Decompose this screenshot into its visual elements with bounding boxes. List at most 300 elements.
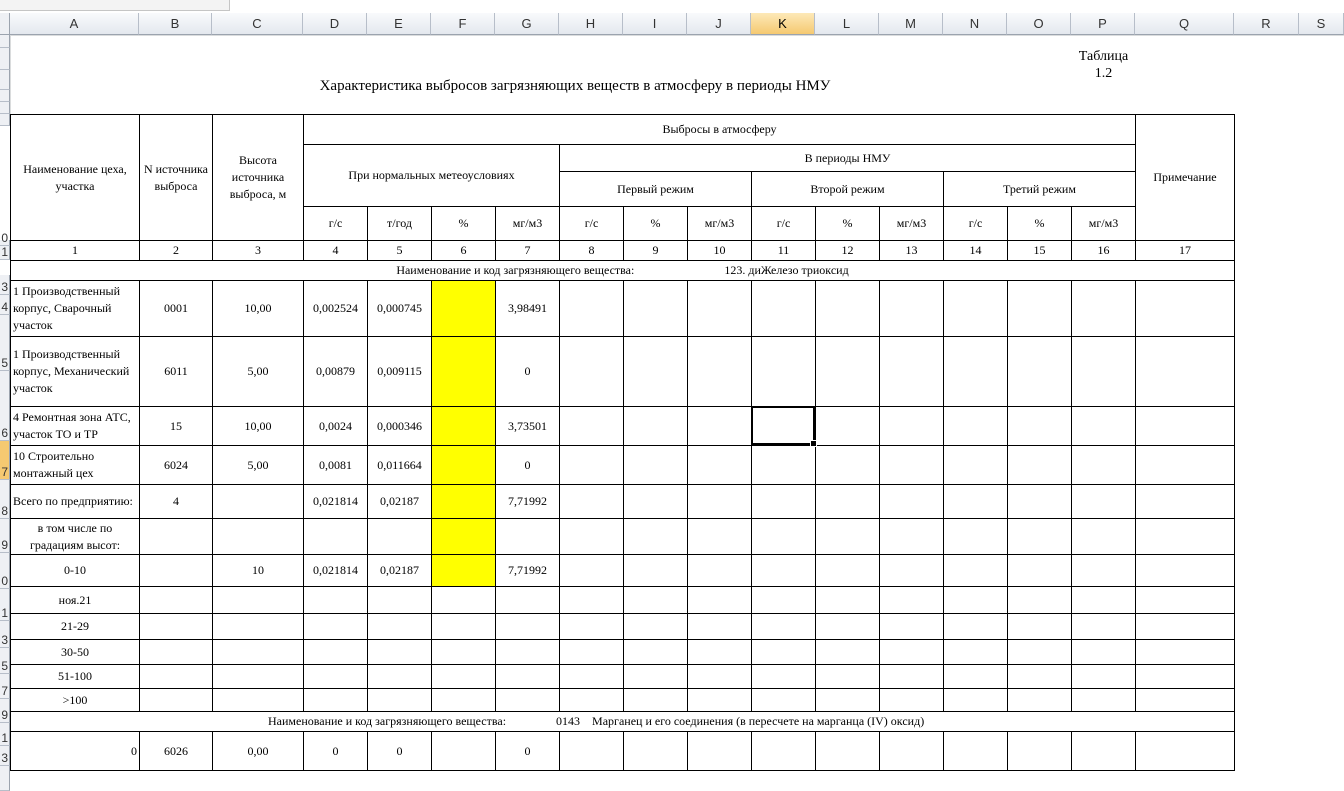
empty-cell[interactable] xyxy=(687,688,752,712)
row-name[interactable]: 1 Производственный корпус, Сварочный участок xyxy=(10,280,140,337)
empty-cell[interactable] xyxy=(1135,664,1235,689)
source-height[interactable]: 5,00 xyxy=(212,445,304,485)
value-gs[interactable]: 0,0024 xyxy=(303,406,368,446)
column-header-e[interactable]: E xyxy=(367,13,431,35)
empty-cell[interactable] xyxy=(623,336,688,407)
empty-cell[interactable] xyxy=(879,731,944,771)
value-mgm3[interactable] xyxy=(495,664,560,689)
row-header[interactable] xyxy=(0,275,10,295)
substance-row[interactable] xyxy=(10,711,1235,732)
row-header[interactable] xyxy=(0,90,10,102)
empty-cell[interactable] xyxy=(1071,280,1136,337)
empty-cell[interactable] xyxy=(687,280,752,337)
header-mode2[interactable]: Второй режим xyxy=(751,171,944,207)
empty-cell[interactable] xyxy=(1007,731,1072,771)
empty-cell[interactable] xyxy=(1007,406,1072,446)
empty-cell[interactable] xyxy=(623,406,688,446)
empty-cell[interactable] xyxy=(815,613,880,640)
row-header[interactable] xyxy=(0,48,10,70)
empty-cell[interactable] xyxy=(1071,586,1136,614)
empty-cell[interactable] xyxy=(1007,484,1072,519)
empty-cell[interactable] xyxy=(815,484,880,519)
empty-cell[interactable] xyxy=(687,484,752,519)
source-number[interactable]: 6011 xyxy=(139,336,213,407)
source-number[interactable]: 6024 xyxy=(139,445,213,485)
empty-cell[interactable] xyxy=(1007,518,1072,555)
column-number[interactable]: 14 xyxy=(943,240,1008,261)
column-header-q[interactable]: Q xyxy=(1135,13,1234,35)
empty-cell[interactable] xyxy=(687,554,752,587)
empty-cell[interactable] xyxy=(687,731,752,771)
header-unit[interactable]: г/с xyxy=(559,206,624,241)
empty-cell[interactable] xyxy=(1007,280,1072,337)
empty-cell[interactable] xyxy=(1071,639,1136,665)
header-normal[interactable]: При нормальных метеоусловиях xyxy=(303,144,560,207)
value-ty[interactable]: 0,02187 xyxy=(367,484,432,519)
row-name[interactable]: 21-29 xyxy=(10,613,140,640)
empty-cell[interactable] xyxy=(751,554,816,587)
column-header-d[interactable]: D xyxy=(303,13,367,35)
empty-cell[interactable] xyxy=(879,639,944,665)
empty-cell[interactable] xyxy=(751,586,816,614)
header-unit[interactable]: мг/м3 xyxy=(687,206,752,241)
column-number[interactable]: 11 xyxy=(751,240,816,261)
empty-cell[interactable] xyxy=(559,406,624,446)
header-unit[interactable]: мг/м3 xyxy=(879,206,944,241)
value-pct[interactable] xyxy=(431,484,496,519)
source-height[interactable] xyxy=(212,664,304,689)
source-number[interactable] xyxy=(139,688,213,712)
header-note[interactable]: Примечание xyxy=(1135,114,1235,241)
empty-cell[interactable] xyxy=(943,731,1008,771)
row-header[interactable] xyxy=(0,621,10,648)
value-ty[interactable] xyxy=(367,688,432,712)
empty-cell[interactable] xyxy=(943,586,1008,614)
row-header[interactable] xyxy=(0,766,10,791)
empty-cell[interactable] xyxy=(1135,586,1235,614)
empty-cell[interactable] xyxy=(815,586,880,614)
source-height[interactable] xyxy=(212,688,304,712)
column-number[interactable]: 13 xyxy=(879,240,944,261)
active-cell-k7[interactable] xyxy=(751,406,815,445)
value-mgm3[interactable]: 7,71992 xyxy=(495,484,560,519)
empty-cell[interactable] xyxy=(1071,484,1136,519)
empty-cell[interactable] xyxy=(943,554,1008,587)
value-pct[interactable] xyxy=(431,731,496,771)
value-pct[interactable] xyxy=(431,613,496,640)
empty-cell[interactable] xyxy=(1071,613,1136,640)
source-number[interactable]: 4 xyxy=(139,484,213,519)
row-header[interactable] xyxy=(0,589,10,621)
column-number[interactable]: 4 xyxy=(303,240,368,261)
column-header-c[interactable]: C xyxy=(212,13,303,35)
empty-cell[interactable] xyxy=(1071,554,1136,587)
value-pct[interactable] xyxy=(431,445,496,485)
row-header[interactable] xyxy=(0,480,10,519)
column-number[interactable]: 1 xyxy=(10,240,140,261)
header-unit[interactable]: % xyxy=(431,206,496,241)
empty-cell[interactable] xyxy=(751,518,816,555)
empty-cell[interactable] xyxy=(751,688,816,712)
value-gs[interactable]: 0 xyxy=(303,731,368,771)
empty-cell[interactable] xyxy=(879,445,944,485)
value-mgm3[interactable]: 3,98491 xyxy=(495,280,560,337)
row-header[interactable] xyxy=(0,70,10,90)
column-header-g[interactable]: G xyxy=(495,13,559,35)
row-header[interactable] xyxy=(0,648,10,674)
empty-cell[interactable] xyxy=(687,518,752,555)
table-number[interactable]: Таблица 1.2 xyxy=(1078,48,1129,81)
column-number[interactable]: 5 xyxy=(367,240,432,261)
column-header-n[interactable]: N xyxy=(943,13,1007,35)
header-shop[interactable]: Наименование цеха, участка xyxy=(10,114,140,241)
empty-cell[interactable] xyxy=(879,406,944,446)
worksheet-grid[interactable] xyxy=(10,35,1344,756)
empty-cell[interactable] xyxy=(1135,688,1235,712)
select-all-corner[interactable] xyxy=(0,13,10,35)
empty-cell[interactable] xyxy=(623,639,688,665)
empty-cell[interactable] xyxy=(1135,406,1235,446)
row-header[interactable] xyxy=(0,295,10,315)
column-number[interactable]: 8 xyxy=(559,240,624,261)
empty-cell[interactable] xyxy=(623,586,688,614)
value-ty[interactable] xyxy=(367,518,432,555)
header-unit[interactable]: г/с xyxy=(303,206,368,241)
value-mgm3[interactable] xyxy=(495,688,560,712)
source-number[interactable] xyxy=(139,518,213,555)
column-number[interactable]: 16 xyxy=(1071,240,1136,261)
value-ty[interactable]: 0 xyxy=(367,731,432,771)
value-gs[interactable] xyxy=(303,613,368,640)
empty-cell[interactable] xyxy=(943,613,1008,640)
source-number[interactable] xyxy=(139,554,213,587)
value-gs[interactable]: 0,00879 xyxy=(303,336,368,407)
source-height[interactable] xyxy=(212,518,304,555)
empty-cell[interactable] xyxy=(751,280,816,337)
value-ty[interactable] xyxy=(367,613,432,640)
row-name[interactable]: Всего по предприятию: xyxy=(10,484,140,519)
column-header-k[interactable]: K xyxy=(751,13,815,35)
empty-cell[interactable] xyxy=(623,613,688,640)
value-pct[interactable] xyxy=(431,688,496,712)
row-header[interactable] xyxy=(0,674,10,699)
empty-cell[interactable] xyxy=(687,639,752,665)
empty-cell[interactable] xyxy=(559,613,624,640)
empty-cell[interactable] xyxy=(687,586,752,614)
empty-cell[interactable] xyxy=(1135,280,1235,337)
column-number[interactable]: 6 xyxy=(431,240,496,261)
empty-cell[interactable] xyxy=(879,518,944,555)
empty-cell[interactable] xyxy=(559,518,624,555)
column-header-i[interactable]: I xyxy=(623,13,687,35)
name-box[interactable] xyxy=(0,0,230,11)
column-number[interactable]: 15 xyxy=(1007,240,1072,261)
empty-cell[interactable] xyxy=(879,280,944,337)
source-height[interactable]: 10,00 xyxy=(212,280,304,337)
empty-cell[interactable] xyxy=(1007,688,1072,712)
value-ty[interactable]: 0,02187 xyxy=(367,554,432,587)
row-header[interactable] xyxy=(0,553,10,589)
value-pct[interactable] xyxy=(431,336,496,407)
empty-cell[interactable] xyxy=(1007,445,1072,485)
value-mgm3[interactable]: 3,73501 xyxy=(495,406,560,446)
value-pct[interactable] xyxy=(431,586,496,614)
empty-cell[interactable] xyxy=(943,484,1008,519)
empty-cell[interactable] xyxy=(1071,518,1136,555)
column-header-a[interactable]: A xyxy=(10,13,139,35)
empty-cell[interactable] xyxy=(623,280,688,337)
empty-cell[interactable] xyxy=(879,586,944,614)
source-height[interactable] xyxy=(212,639,304,665)
row-header[interactable] xyxy=(0,519,10,553)
row-header[interactable] xyxy=(0,246,10,260)
value-ty[interactable]: 0,011664 xyxy=(367,445,432,485)
row-header[interactable] xyxy=(0,371,10,441)
column-header-m[interactable]: M xyxy=(879,13,943,35)
source-number[interactable]: 0001 xyxy=(139,280,213,337)
value-pct[interactable] xyxy=(431,280,496,337)
source-height[interactable]: 0,00 xyxy=(212,731,304,771)
empty-cell[interactable] xyxy=(623,688,688,712)
value-pct[interactable] xyxy=(431,518,496,555)
empty-cell[interactable] xyxy=(559,336,624,407)
header-height[interactable]: Высота источника выброса, м xyxy=(212,114,304,241)
row-name[interactable]: >100 xyxy=(10,688,140,712)
empty-cell[interactable] xyxy=(1071,336,1136,407)
value-pct[interactable] xyxy=(431,639,496,665)
row-header[interactable] xyxy=(0,315,10,371)
empty-cell[interactable] xyxy=(559,554,624,587)
source-number[interactable] xyxy=(139,664,213,689)
source-number[interactable]: 6026 xyxy=(139,731,213,771)
column-header-j[interactable]: J xyxy=(687,13,751,35)
empty-cell[interactable] xyxy=(1071,664,1136,689)
empty-cell[interactable] xyxy=(751,664,816,689)
header-unit[interactable]: % xyxy=(815,206,880,241)
empty-cell[interactable] xyxy=(943,280,1008,337)
header-unit[interactable]: % xyxy=(1007,206,1072,241)
row-name[interactable]: 10 Строительно монтажный цех xyxy=(10,445,140,485)
empty-cell[interactable] xyxy=(815,406,880,446)
empty-cell[interactable] xyxy=(1007,554,1072,587)
header-unit[interactable]: мг/м3 xyxy=(495,206,560,241)
empty-cell[interactable] xyxy=(943,336,1008,407)
header-unit[interactable]: т/год xyxy=(367,206,432,241)
value-mgm3[interactable] xyxy=(495,639,560,665)
empty-cell[interactable] xyxy=(1135,731,1235,771)
row-header[interactable] xyxy=(0,723,10,746)
substance-row[interactable] xyxy=(10,260,1235,281)
value-gs[interactable] xyxy=(303,518,368,555)
empty-cell[interactable] xyxy=(687,613,752,640)
empty-cell[interactable] xyxy=(751,445,816,485)
column-number[interactable]: 9 xyxy=(623,240,688,261)
empty-cell[interactable] xyxy=(559,639,624,665)
empty-cell[interactable] xyxy=(815,664,880,689)
row-header[interactable] xyxy=(0,35,10,48)
value-pct[interactable] xyxy=(431,554,496,587)
column-header-r[interactable]: R xyxy=(1234,13,1299,35)
column-header-b[interactable]: B xyxy=(139,13,212,35)
value-ty[interactable] xyxy=(367,586,432,614)
empty-cell[interactable] xyxy=(943,664,1008,689)
empty-cell[interactable] xyxy=(1071,688,1136,712)
header-mode3[interactable]: Третий режим xyxy=(943,171,1136,207)
empty-cell[interactable] xyxy=(815,280,880,337)
value-gs[interactable] xyxy=(303,639,368,665)
row-header[interactable] xyxy=(0,441,10,480)
empty-cell[interactable] xyxy=(1007,639,1072,665)
source-height[interactable] xyxy=(212,613,304,640)
value-ty[interactable]: 0,000346 xyxy=(367,406,432,446)
row-name[interactable]: 0 xyxy=(10,731,140,771)
empty-cell[interactable] xyxy=(559,688,624,712)
empty-cell[interactable] xyxy=(1135,554,1235,587)
value-mgm3[interactable] xyxy=(495,586,560,614)
empty-cell[interactable] xyxy=(879,664,944,689)
row-header[interactable] xyxy=(0,699,10,723)
value-pct[interactable] xyxy=(431,664,496,689)
row-name[interactable]: 0-10 xyxy=(10,554,140,587)
empty-cell[interactable] xyxy=(943,445,1008,485)
empty-cell[interactable] xyxy=(815,445,880,485)
value-mgm3[interactable] xyxy=(495,518,560,555)
header-unit[interactable]: г/с xyxy=(943,206,1008,241)
value-mgm3[interactable] xyxy=(495,613,560,640)
value-ty[interactable] xyxy=(367,664,432,689)
source-height[interactable]: 5,00 xyxy=(212,336,304,407)
column-number[interactable]: 17 xyxy=(1135,240,1235,261)
source-height[interactable] xyxy=(212,586,304,614)
value-pct[interactable] xyxy=(431,406,496,446)
empty-cell[interactable] xyxy=(687,664,752,689)
empty-cell[interactable] xyxy=(559,484,624,519)
column-header-o[interactable]: O xyxy=(1007,13,1071,35)
source-number[interactable] xyxy=(139,639,213,665)
empty-cell[interactable] xyxy=(751,613,816,640)
row-header[interactable] xyxy=(0,114,10,126)
empty-cell[interactable] xyxy=(815,639,880,665)
empty-cell[interactable] xyxy=(559,664,624,689)
column-header-l[interactable]: L xyxy=(815,13,879,35)
value-mgm3[interactable]: 0 xyxy=(495,445,560,485)
empty-cell[interactable] xyxy=(879,688,944,712)
empty-cell[interactable] xyxy=(559,731,624,771)
empty-cell[interactable] xyxy=(1007,613,1072,640)
source-height[interactable] xyxy=(212,484,304,519)
source-height[interactable]: 10 xyxy=(212,554,304,587)
empty-cell[interactable] xyxy=(1135,518,1235,555)
empty-cell[interactable] xyxy=(623,554,688,587)
empty-cell[interactable] xyxy=(943,688,1008,712)
source-number[interactable]: 15 xyxy=(139,406,213,446)
empty-cell[interactable] xyxy=(943,639,1008,665)
header-unit[interactable]: % xyxy=(623,206,688,241)
value-mgm3[interactable]: 0 xyxy=(495,336,560,407)
empty-cell[interactable] xyxy=(815,688,880,712)
value-gs[interactable]: 0,002524 xyxy=(303,280,368,337)
empty-cell[interactable] xyxy=(751,639,816,665)
empty-cell[interactable] xyxy=(815,731,880,771)
empty-cell[interactable] xyxy=(1135,613,1235,640)
value-ty[interactable] xyxy=(367,639,432,665)
source-height[interactable]: 10,00 xyxy=(212,406,304,446)
value-gs[interactable]: 0,021814 xyxy=(303,554,368,587)
empty-cell[interactable] xyxy=(879,484,944,519)
header-mode1[interactable]: Первый режим xyxy=(559,171,752,207)
value-ty[interactable]: 0,000745 xyxy=(367,280,432,337)
row-name[interactable]: ноя.21 xyxy=(10,586,140,614)
empty-cell[interactable] xyxy=(751,731,816,771)
value-mgm3[interactable]: 7,71992 xyxy=(495,554,560,587)
empty-cell[interactable] xyxy=(1135,639,1235,665)
row-name[interactable]: 4 Ремонтная зона АТС, участок ТО и ТР xyxy=(10,406,140,446)
empty-cell[interactable] xyxy=(1135,445,1235,485)
empty-cell[interactable] xyxy=(1071,731,1136,771)
empty-cell[interactable] xyxy=(1135,336,1235,407)
empty-cell[interactable] xyxy=(879,336,944,407)
empty-cell[interactable] xyxy=(559,280,624,337)
header-source[interactable]: N источника выброса xyxy=(139,114,213,241)
value-gs[interactable]: 0,021814 xyxy=(303,484,368,519)
empty-cell[interactable] xyxy=(815,518,880,555)
empty-cell[interactable] xyxy=(623,484,688,519)
empty-cell[interactable] xyxy=(559,445,624,485)
empty-cell[interactable] xyxy=(1071,445,1136,485)
empty-cell[interactable] xyxy=(1071,406,1136,446)
empty-cell[interactable] xyxy=(687,445,752,485)
column-header-h[interactable]: H xyxy=(559,13,623,35)
row-header[interactable] xyxy=(0,102,10,114)
empty-cell[interactable] xyxy=(815,336,880,407)
empty-cell[interactable] xyxy=(943,518,1008,555)
row-name[interactable]: в том числе по градациям высот: xyxy=(10,518,140,555)
header-emissions[interactable]: Выбросы в атмосферу xyxy=(303,114,1136,145)
row-name[interactable]: 51-100 xyxy=(10,664,140,689)
empty-cell[interactable] xyxy=(687,336,752,407)
header-nmu[interactable]: В периоды НМУ xyxy=(559,144,1136,172)
value-gs[interactable] xyxy=(303,586,368,614)
empty-cell[interactable] xyxy=(623,445,688,485)
empty-cell[interactable] xyxy=(1007,586,1072,614)
empty-cell[interactable] xyxy=(751,336,816,407)
source-number[interactable] xyxy=(139,586,213,614)
column-number[interactable]: 12 xyxy=(815,240,880,261)
column-header-s[interactable]: S xyxy=(1299,13,1344,35)
empty-cell[interactable] xyxy=(687,406,752,446)
empty-cell[interactable] xyxy=(879,613,944,640)
table-title[interactable]: Характеристика выбросов загрязняющих веществ в атмосферу в периоды НМУ xyxy=(319,77,831,94)
column-number[interactable]: 2 xyxy=(139,240,213,261)
header-unit[interactable]: г/с xyxy=(751,206,816,241)
empty-cell[interactable] xyxy=(879,554,944,587)
column-header-p[interactable]: P xyxy=(1071,13,1135,35)
value-gs[interactable] xyxy=(303,688,368,712)
empty-cell[interactable] xyxy=(815,554,880,587)
empty-cell[interactable] xyxy=(1007,336,1072,407)
value-mgm3[interactable]: 0 xyxy=(495,731,560,771)
column-number[interactable]: 3 xyxy=(212,240,304,261)
row-name[interactable]: 30-50 xyxy=(10,639,140,665)
column-number[interactable]: 7 xyxy=(495,240,560,261)
empty-cell[interactable] xyxy=(559,586,624,614)
row-header[interactable] xyxy=(0,746,10,766)
column-header-f[interactable]: F xyxy=(431,13,495,35)
empty-cell[interactable] xyxy=(623,664,688,689)
row-name[interactable]: 1 Производственный корпус, Механический участок xyxy=(10,336,140,407)
header-unit[interactable]: мг/м3 xyxy=(1071,206,1136,241)
source-number[interactable] xyxy=(139,613,213,640)
